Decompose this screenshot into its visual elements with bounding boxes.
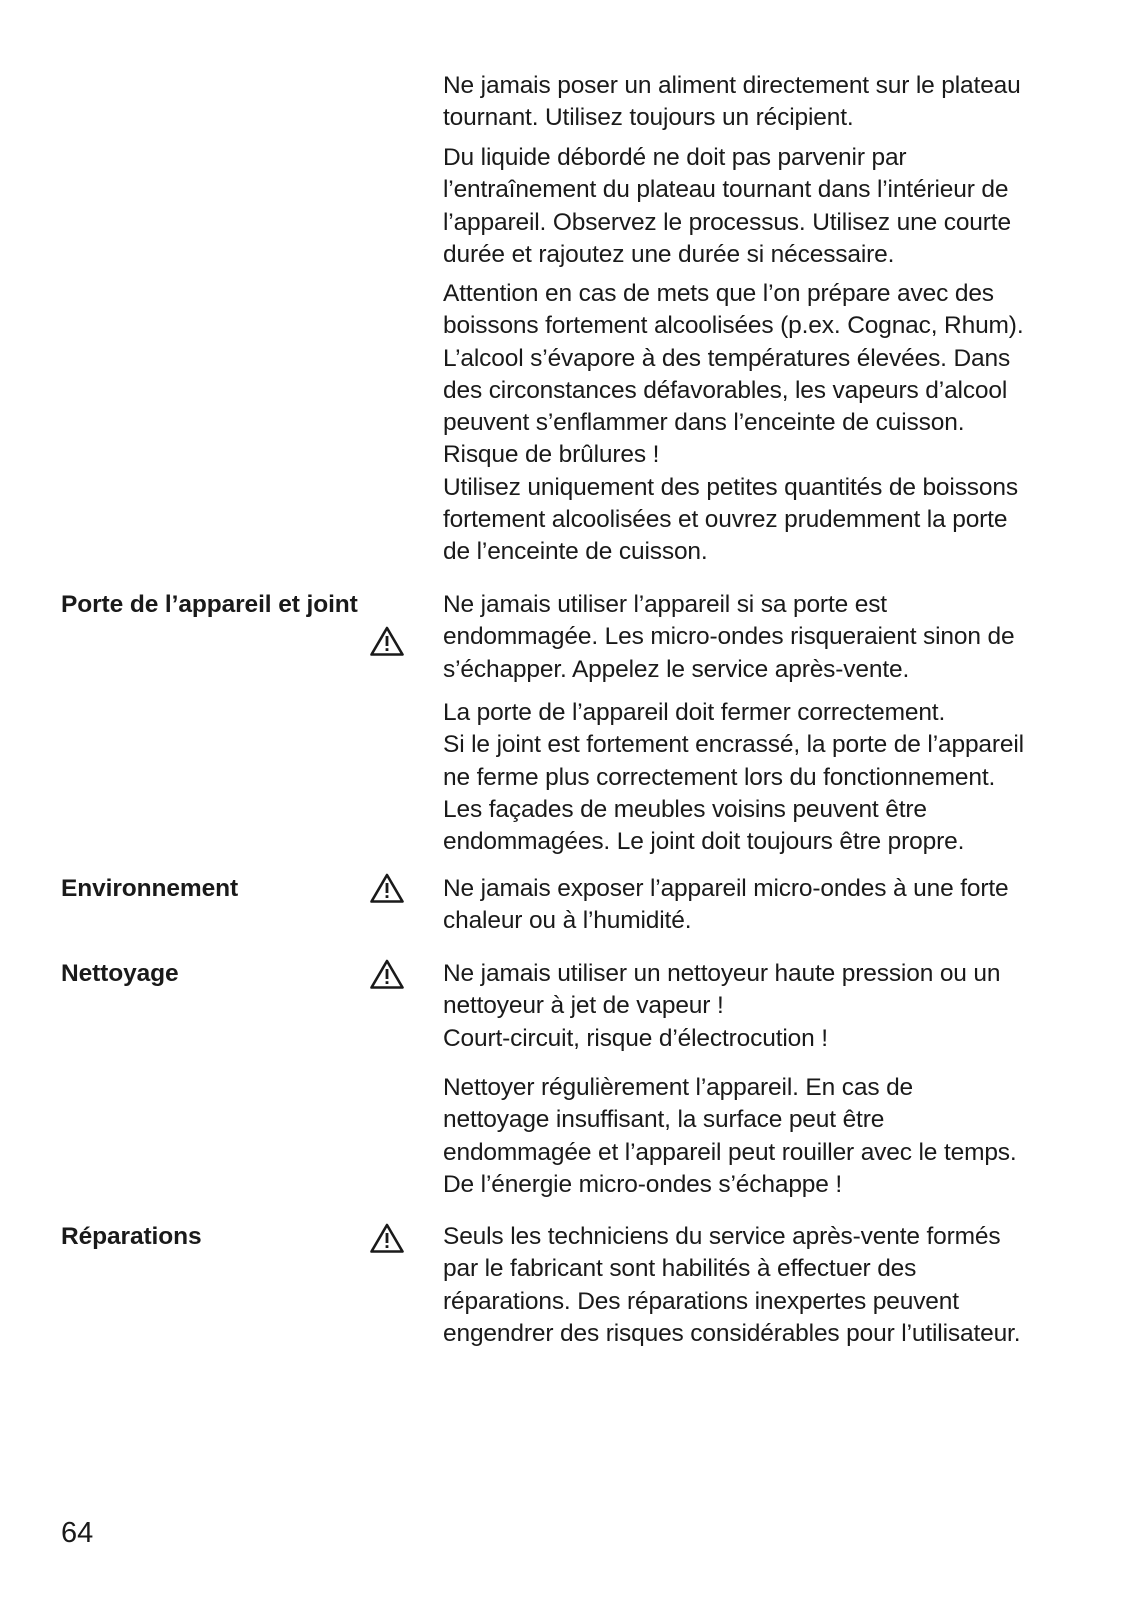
- text-line: endommagée. Les micro-ondes risqueraient sinon de: [443, 623, 1015, 651]
- text-line: Si le joint est fortement encrassé, la porte de l’appareil: [443, 731, 1024, 759]
- text-line: Nettoyer régulièrement l’appareil. En cas de: [443, 1074, 914, 1101]
- text-line: engendrer des risques considérables pour l’utilisateur.: [443, 1319, 1021, 1347]
- heading-nettoyage: Nettoyage: [61, 960, 179, 987]
- text-line: La porte de l’appareil doit fermer correctement.: [443, 699, 946, 726]
- paragraph-alcool: [443, 278, 1103, 569]
- page-number: 64: [61, 1517, 94, 1549]
- heading-porte-joint: Porte de l’appareil et joint: [61, 591, 358, 618]
- text-line: par le fabricant sont habilités à effectuer des: [443, 1255, 917, 1283]
- text-line: endommagée et l’appareil peut rouiller avec le temps.: [443, 1138, 1017, 1166]
- warning-triangle-icon: [369, 958, 405, 990]
- warning-triangle-icon: [369, 625, 405, 657]
- text-line: Utilisez uniquement des petites quantités de boissons: [443, 473, 1018, 501]
- paragraph-reparations: [443, 1221, 1103, 1350]
- paragraph-liquide-deborde: [443, 142, 1103, 271]
- text-line: des circonstances défavorables, les vapeurs d’alcool: [443, 376, 1008, 404]
- text-line: chaleur ou à l’humidité.: [443, 907, 692, 935]
- text-line: Du liquide débordé ne doit pas parvenir par: [443, 144, 907, 171]
- text-line: Attention en cas de mets que l’on prépare avec des: [443, 280, 994, 307]
- paragraph-nettoyer-regulierement: [443, 1072, 1103, 1201]
- text-line: réparations. Des réparations inexpertes peuvent: [443, 1287, 959, 1315]
- text-line: Ne jamais exposer l’appareil micro-ondes à une forte: [443, 875, 1009, 902]
- text-line: boissons fortement alcoolisées (p.ex. Cognac, Rhum).: [443, 312, 1024, 340]
- text-line: Risque de brûlures !: [443, 441, 660, 469]
- text-line: de l’enceinte de cuisson.: [443, 538, 708, 566]
- text-line: peuvent s’enflammer dans l’enceinte de cuisson.: [443, 409, 965, 437]
- text-line: Ne jamais poser un aliment directement sur le plateau: [443, 72, 1021, 99]
- heading-reparations: Réparations: [61, 1223, 202, 1250]
- text-line: L’alcool s’évapore à des températures élevées. Dans: [443, 344, 1011, 372]
- text-line: Ne jamais utiliser l’appareil si sa porte est: [443, 591, 887, 618]
- paragraph-aliment-plateau: [443, 70, 1103, 135]
- warning-triangle-icon: [369, 1222, 405, 1254]
- paragraph-porte-fermer: [443, 697, 1103, 858]
- text-line: fortement alcoolisées et ouvrez prudemment la porte: [443, 506, 1008, 534]
- text-line: Les façades de meubles voisins peuvent être: [443, 795, 927, 823]
- text-line: l’entraînement du plateau tournant dans l’intérieur de: [443, 176, 1009, 204]
- paragraph-environnement: [443, 873, 1103, 938]
- text-line: nettoyage insuffisant, la surface peut être: [443, 1106, 885, 1134]
- text-line: durée et rajoutez une durée si nécessaire.: [443, 240, 895, 268]
- heading-environnement: Environnement: [61, 875, 239, 902]
- text-line: ne ferme plus correctement lors du fonctionnement.: [443, 763, 996, 791]
- text-line: tournant. Utilisez toujours un récipient.: [443, 104, 854, 132]
- text-line: Ne jamais utiliser un nettoyeur haute pression ou un: [443, 960, 1001, 987]
- text-line: Court-circuit, risque d’électrocution !: [443, 1024, 828, 1052]
- text-line: s’échapper. Appelez le service après-vente.: [443, 655, 910, 683]
- text-line: nettoyeur à jet de vapeur !: [443, 992, 724, 1020]
- warning-triangle-icon: [369, 872, 405, 904]
- text-line: endommagées. Le joint doit toujours être propre.: [443, 828, 965, 856]
- text-line: De l’énergie micro-ondes s’échappe !: [443, 1170, 843, 1198]
- text-line: l’appareil. Observez le processus. Utilisez une courte: [443, 208, 1011, 236]
- paragraph-nettoyeur-pression: [443, 958, 1103, 1055]
- paragraph-porte-endommagee: [443, 589, 1103, 686]
- text-line: Seuls les techniciens du service après-vente formés: [443, 1223, 1001, 1250]
